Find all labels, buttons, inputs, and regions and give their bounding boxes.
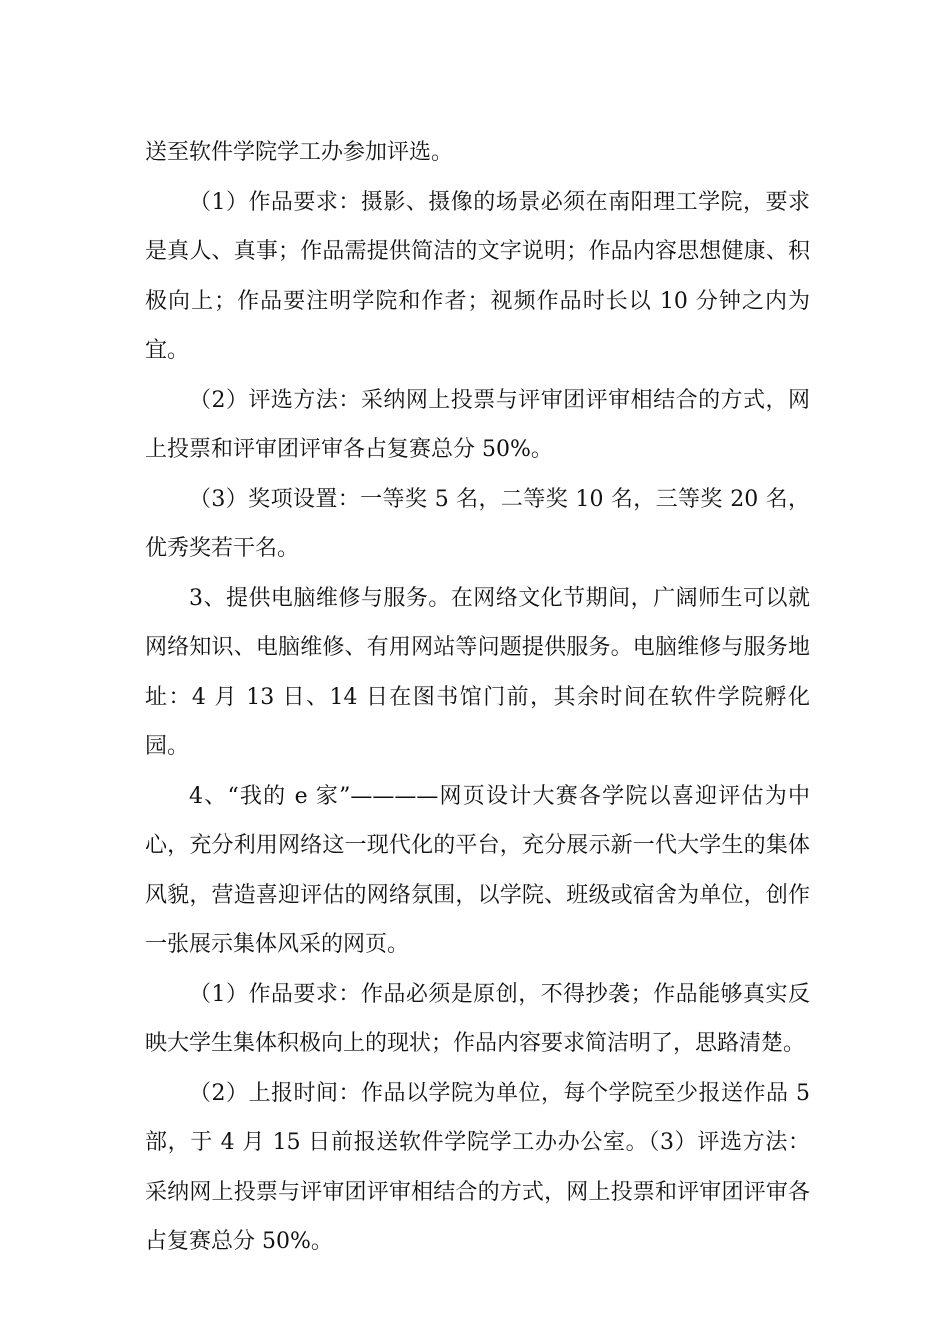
paragraph-submission-and-selection: （2）上报时间：作品以学院为单位，每个学院至少报送作品 5 部，于 4 月 15 日前报送软件学院学工办办公室。（3）评选方法：采纳网上投票与评审团评审相结合的方式，网上投票和评审团评审各占复赛总分 50%。 [145, 1080, 810, 1254]
paragraph-continuation: 送至软件学院学工办参加评选。 [145, 140, 454, 165]
paragraph-webpage-design-contest: 4、“我的 e 家”————网页设计大赛各学院以喜迎评估为中心，充分利用网络这一现代化的平台，充分展示新一代大学生的集体风貌，营造喜迎评估的网络氛围，以学院、班级或宿舍为单位，创作一张展示集体风采的网页。 [145, 783, 810, 957]
paragraph-selection-method-photo: （2）评选方法：采纳网上投票与评审团评审相结合的方式，网上投票和评审团评审各占复赛总分 50%。 [145, 387, 810, 462]
paragraph-work-requirements-photo: （1）作品要求：摄影、摄像的场景必须在南阳理工学院，要求是真人、真事；作品需提供简洁的文字说明；作品内容思想健康、积极向上；作品要注明学院和作者；视频作品时长以 10 分钟之内为宜。 [145, 189, 810, 363]
paragraph-computer-repair-service: 3、提供电脑维修与服务。在网络文化节期间，广阔师生可以就网络知识、电脑维修、有用网站等问题提供服务。电脑维修与服务地址：4 月 13 日、14 日在图书馆门前，其余时间在软件学院孵化园。 [145, 585, 810, 759]
paragraph-work-requirements-webpage: （1）作品要求：作品必须是原创，不得抄袭；作品能够真实反映大学生集体积极向上的现状；作品内容要求简洁明了，思路清楚。 [145, 981, 810, 1056]
document-body [145, 128, 810, 1267]
paragraph-award-settings: （3）奖项设置：一等奖 5 名，二等奖 10 名，三等奖 20 名，优秀奖若干名。 [145, 486, 810, 561]
